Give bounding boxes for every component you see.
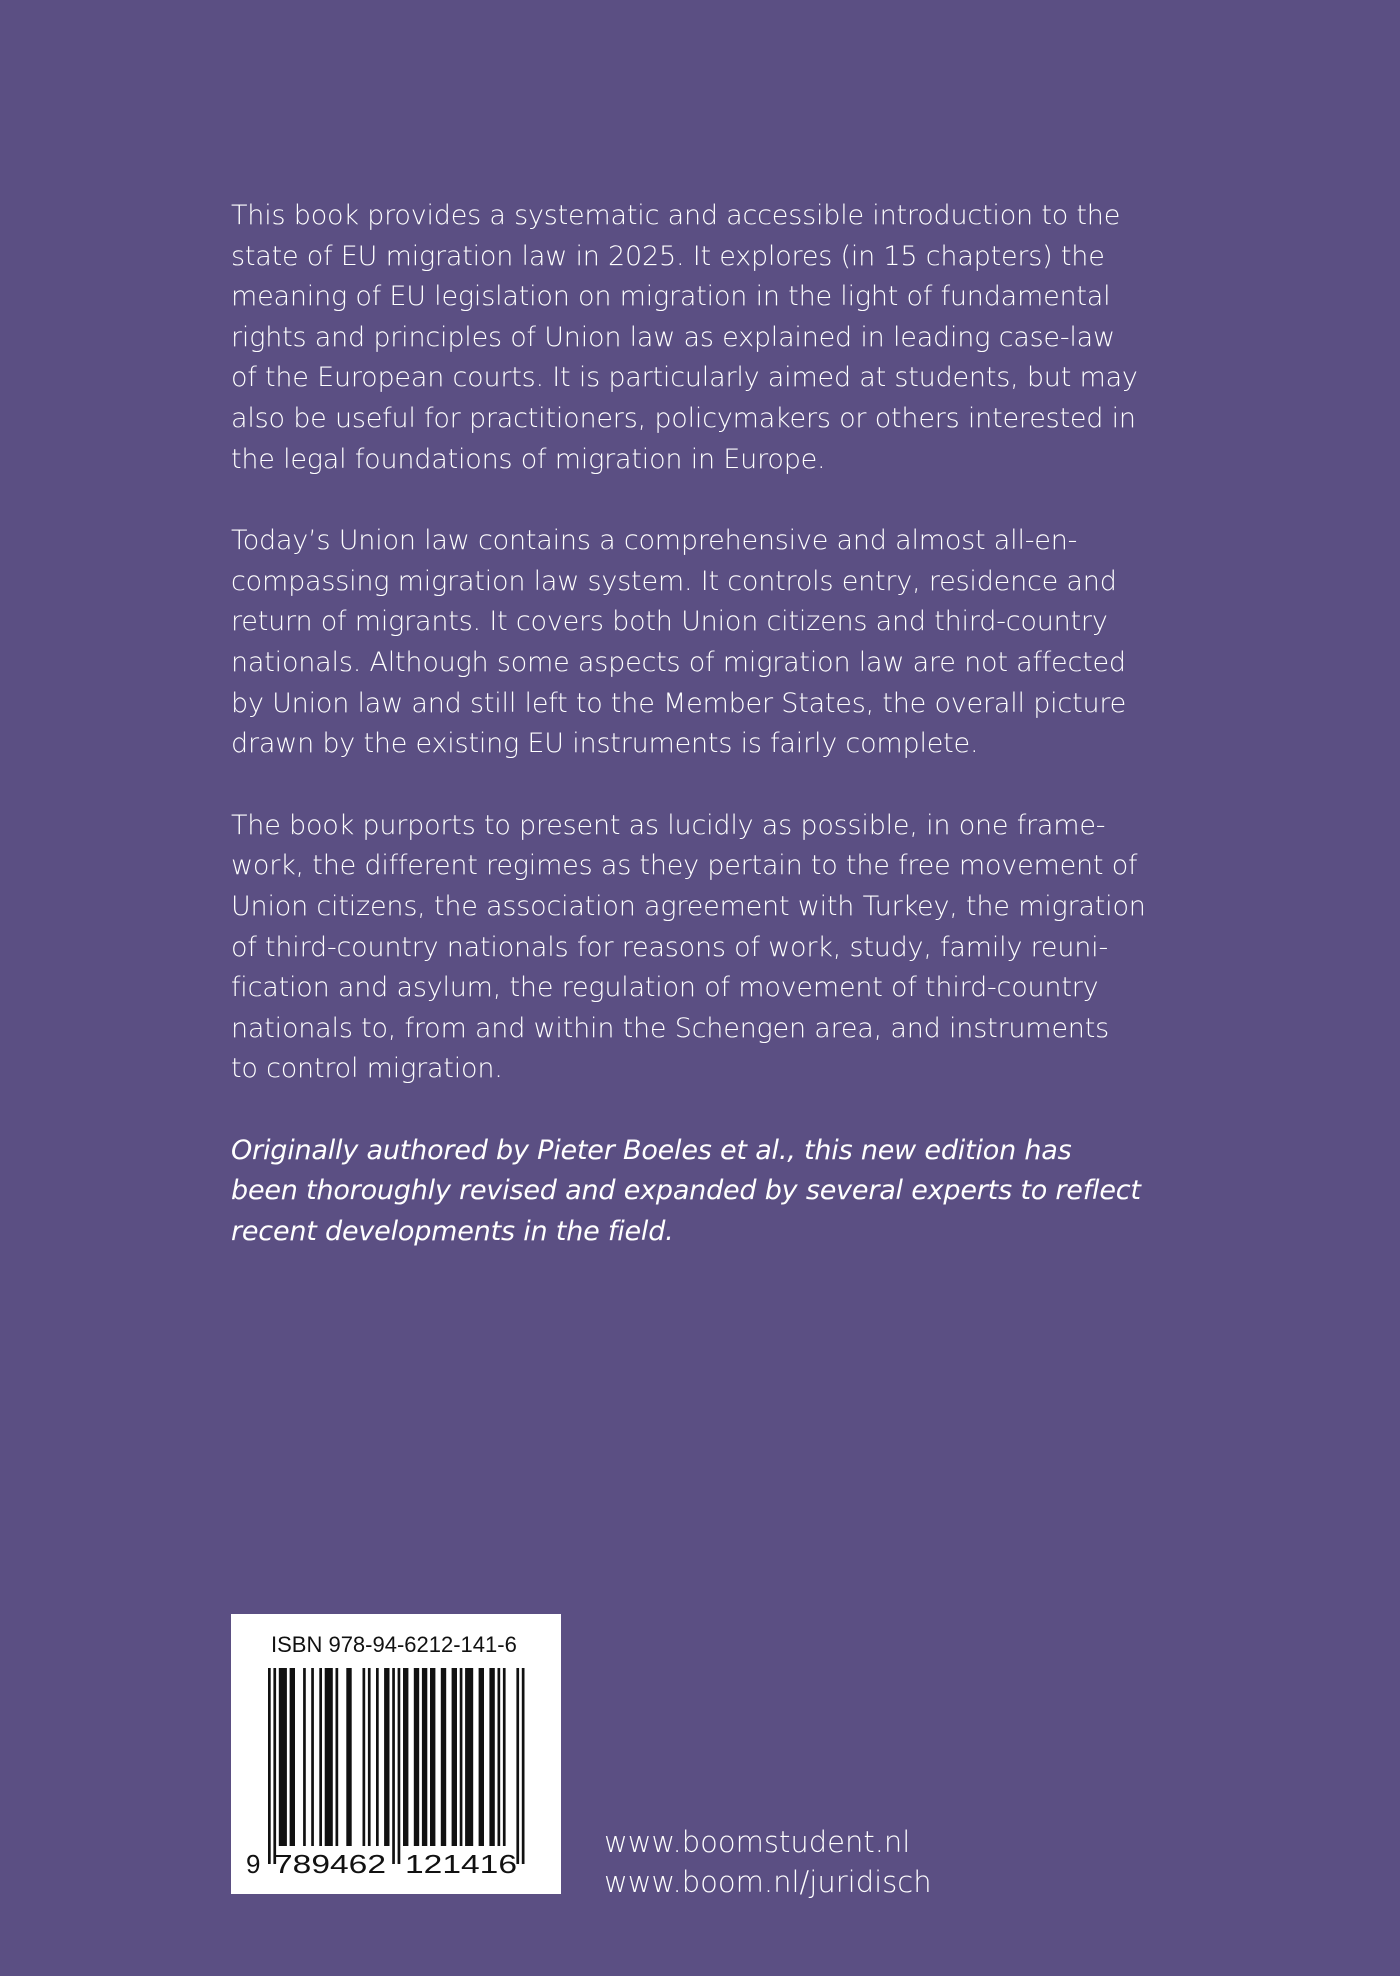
blurb-line: return of migrants. It covers both Union citizens and third-country xyxy=(231,606,1108,638)
barcode-bar xyxy=(430,1668,435,1846)
barcode-bar xyxy=(319,1668,322,1846)
blurb-line: of the European courts. It is particularly aimed at students, but may xyxy=(231,362,1138,394)
blurb-paragraph-2 xyxy=(231,521,1191,765)
blurb-line: of third-country nationals for reasons of work, study, family reuni- xyxy=(231,931,1109,963)
barcode-bar xyxy=(303,1668,306,1846)
barcode-guard-bar xyxy=(273,1668,276,1864)
blurb-paragraph-3 xyxy=(231,806,1191,1090)
blurb-paragraph-1 xyxy=(231,196,1191,480)
barcode-bar xyxy=(465,1668,473,1846)
barcode-bar xyxy=(498,1668,501,1846)
barcode-icon xyxy=(231,1614,561,1894)
publisher-urls xyxy=(604,1822,932,1902)
barcode-bar xyxy=(376,1668,379,1846)
barcode-guard-bar xyxy=(522,1668,525,1864)
blurb-line: nationals. Although some aspects of migration law are not affected xyxy=(231,646,1126,678)
blurb-text xyxy=(231,196,1191,1253)
url-boomstudent: www.boomstudent.nl xyxy=(604,1825,911,1859)
blurb-line: been thoroughly revised and expanded by several experts to reflect xyxy=(231,1175,1141,1207)
blurb-line: fication and asylum, the regulation of movement of third-country xyxy=(231,972,1099,1004)
barcode-bar xyxy=(422,1668,427,1846)
blurb-line: Union citizens, the association agreement with Turkey, the migration xyxy=(231,890,1146,922)
barcode-bar xyxy=(325,1668,333,1846)
barcode-bar xyxy=(279,1668,287,1846)
blurb-line: to control migration. xyxy=(231,1053,503,1085)
barcode-bar xyxy=(346,1668,351,1846)
blurb-line: work, the different regimes as they pertain to the free movement of xyxy=(231,850,1138,882)
isbn-label: ISBN 978-94-6212-141-6 xyxy=(271,1632,517,1657)
blurb-line: Originally authored by Pieter Boeles et al., this new edition has xyxy=(231,1134,1072,1166)
blurb-line: drawn by the existing EU instruments is fairly complete. xyxy=(231,728,979,760)
barcode-bar xyxy=(489,1668,494,1846)
barcode-guard-bar xyxy=(268,1668,271,1864)
blurb-line: recent developments in the field. xyxy=(231,1216,674,1248)
blurb-line: This book provides a systematic and accessible introduction to the xyxy=(231,200,1121,231)
barcode-bar xyxy=(368,1668,371,1846)
edition-note xyxy=(231,1131,1191,1253)
blurb-line: the legal foundations of migration in Europe. xyxy=(231,443,826,475)
barcode-bar xyxy=(363,1668,366,1846)
isbn-barcode-box xyxy=(231,1614,561,1894)
blurb-line: also be useful for practitioners, policymakers or others interested in xyxy=(231,402,1136,434)
barcode-bar xyxy=(403,1668,408,1846)
barcode-bar xyxy=(503,1668,506,1846)
barcode-guard-bar xyxy=(516,1668,519,1864)
barcode-guard-bar xyxy=(398,1668,401,1864)
blurb-line: nationals to, from and within the Schengen area, and instruments xyxy=(231,1012,1109,1044)
barcode-bars xyxy=(268,1668,525,1864)
blurb-line: compassing migration law system. It controls entry, residence and xyxy=(231,565,1117,597)
blurb-line: The book purports to present as lucidly as possible, in one frame- xyxy=(231,809,1106,841)
barcode-bar xyxy=(336,1668,339,1846)
barcode-digit-first: 9 xyxy=(246,1849,261,1879)
barcode-bar xyxy=(452,1668,457,1846)
blurb-line: state of EU migration law in 2025. It explores (in 15 chapters) the xyxy=(231,240,1105,272)
barcode-bar xyxy=(290,1668,295,1846)
barcode-guard-bar xyxy=(392,1668,395,1864)
blurb-line: by Union law and still left to the Member States, the overall picture xyxy=(231,687,1127,719)
blurb-line: rights and principles of Union law as explained in leading case-law xyxy=(231,321,1115,353)
url-boom-juridisch: www.boom.nl/juridisch xyxy=(604,1865,932,1899)
barcode-bar xyxy=(414,1668,419,1846)
barcode-digits-right: 121416 xyxy=(405,1849,517,1879)
barcode-digits-left: 789462 xyxy=(274,1849,386,1879)
barcode-bar xyxy=(311,1668,314,1846)
blurb-line: meaning of EU legislation on migration in the light of fundamental xyxy=(231,281,1111,313)
blurb-line: Today’s Union law contains a comprehensive and almost all-en- xyxy=(231,525,1078,557)
barcode-bar xyxy=(384,1668,389,1846)
barcode-bar xyxy=(441,1668,446,1846)
barcode-bar xyxy=(479,1668,484,1846)
barcode-bar xyxy=(460,1668,463,1846)
